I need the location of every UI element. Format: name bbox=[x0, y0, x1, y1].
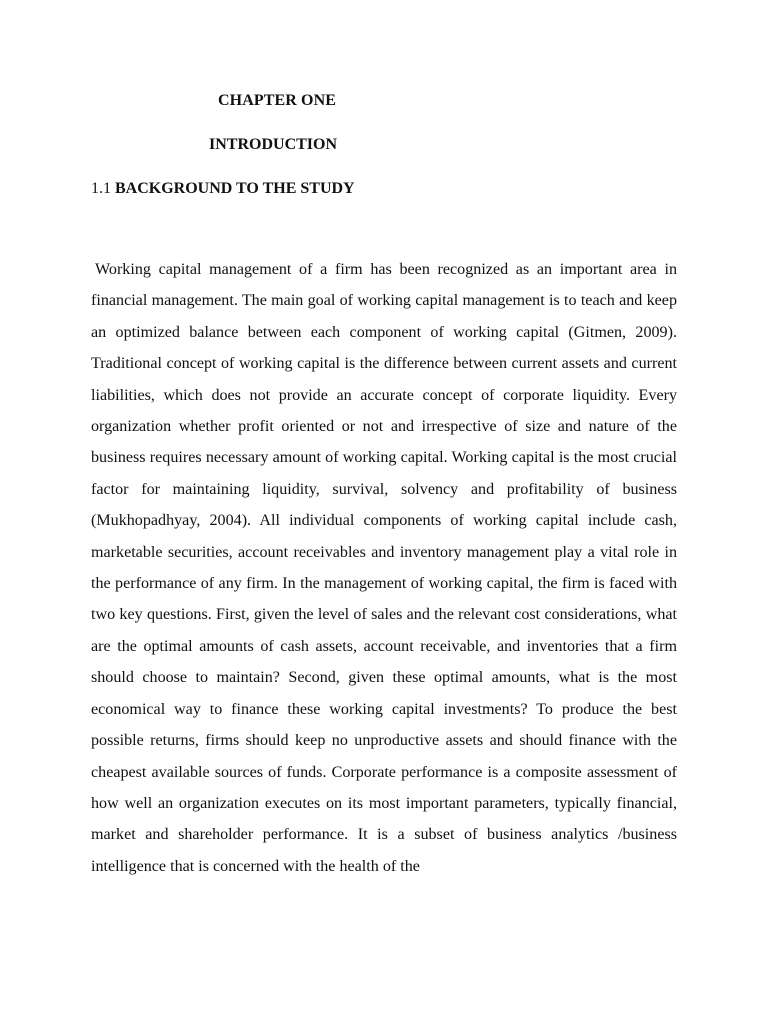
subsection-title: BACKGROUND TO THE STUDY bbox=[115, 180, 355, 197]
subsection-heading bbox=[91, 180, 355, 198]
subsection-number: 1.1 bbox=[91, 180, 115, 197]
chapter-title: CHAPTER ONE bbox=[218, 92, 336, 109]
body-paragraph: Working capital management of a firm has been recognized as an important area in financial management. The main goal of working capital management is to teach and keep an optimized balance between each component of working capital (Gitmen, 2009). Traditional concept of working capital is the difference between current assets and current liabilities, which does not provide an accurate concept of corporate liquidity. Every organization whether profit oriented or not and irrespective of size and nature of the business requires necessary amount of working capital. Working capital is the most crucial factor for maintaining liquidity, survival, solvency and profitability of business (Mukhopadhyay, 2004). All individual components of working capital include cash, marketable securities, account receivables and inventory management play a vital role in the performance of any firm. In the management of working capital, the firm is faced with two key questions. First, given the level of sales and the relevant cost considerations, what are the optimal amounts of cash assets, account receivable, and inventories that a firm should choose to maintain? Second, given these optimal amounts, what is the most economical way to finance these working capital investments? To produce the best possible returns, firms should keep no unproductive assets and should finance with the cheapest available sources of funds. Corporate performance is a composite assessment of how well an organization executes on its most important parameters, typically financial, market and shareholder performance. It is a subset of business analytics /business intelligence that is concerned with the health of the bbox=[91, 261, 677, 875]
section-title: INTRODUCTION bbox=[209, 136, 338, 153]
